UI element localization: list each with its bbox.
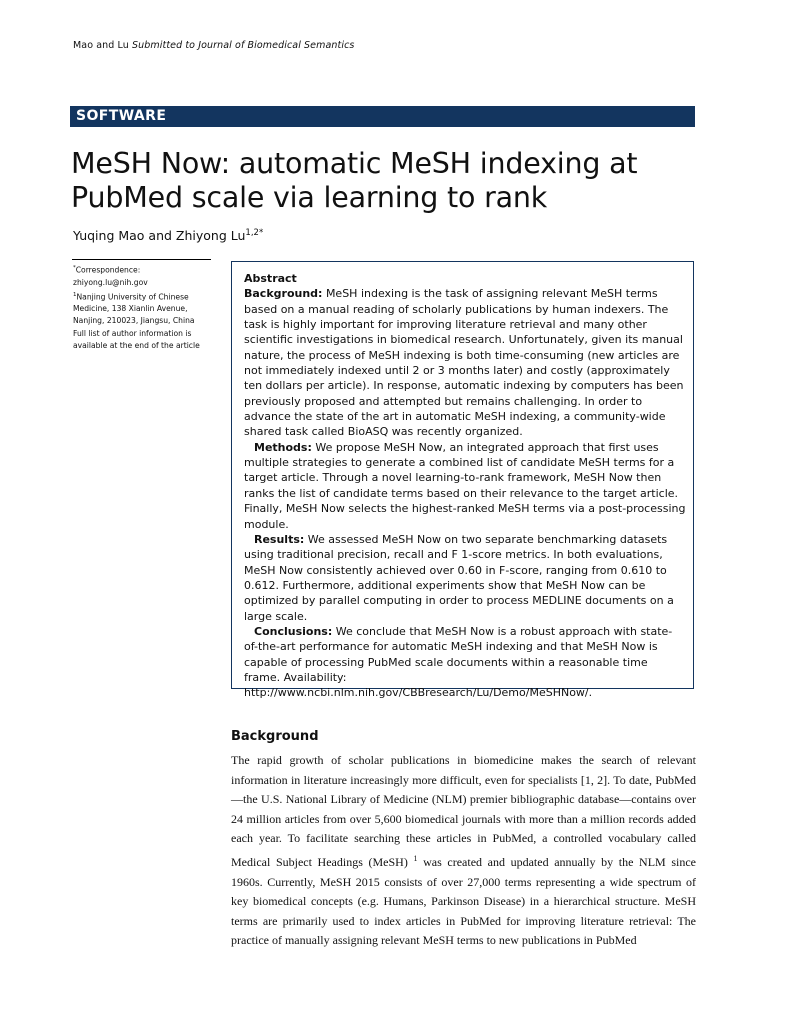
correspondence-email: zhiyong.lu@nih.gov	[73, 277, 148, 287]
section-heading-background: Background	[231, 729, 319, 744]
footnote-mark: 1	[413, 853, 418, 863]
section-band	[70, 106, 695, 127]
abstract-methods-label: Methods:	[254, 440, 312, 454]
running-head-authors: Mao and Lu	[73, 40, 129, 51]
running-head	[73, 40, 354, 51]
abstract-heading: Abstract	[244, 272, 297, 285]
author-names: Yuqing Mao and Zhiyong Lu	[73, 228, 246, 244]
affiliation-text: Nanjing University of Chinese Medicine, 138 Xianlin Avenue, Nanjing, 210023, Jiangsu, China	[73, 292, 195, 326]
body-text-part1: The rapid growth of scholar publications in biomedicine makes the search of relevant information in literature increasingly more difficult, even for specialists [1, 2]. To date, PubMed—the U.S. National Library of Medicine (NLM) premier bibliographic database—contains over 24 million articles from over 5,600 biomedical journals with more than a million records added each year. To facilitate searching these articles in PubMed, a controlled vocabulary called Medical Subject Headings (MeSH)	[231, 753, 696, 869]
body-paragraph	[231, 751, 696, 951]
abstract-background-text: MeSH indexing is the task of assigning relevant MeSH terms based on a manual reading of scholarly publications by human indexers. The task is highly important for improving literature retrieval and many other scientific investigations in biomedical research. Unfortunately, given its manual nature, the process of MeSH indexing is both time-consuming (new articles are not immediately indexed until 2 or 3 months later) and costly (approximately ten dollars per article). In response, automatic indexing by computers has been previously proposed and attempted but remains challenging. In order to advance the state of the art in automatic MeSH indexing, a community-wide shared task called BioASQ was recently organized.	[244, 287, 684, 439]
abstract-conclusions-text: We conclude that MeSH Now is a robust approach with state-of-the-art performance for automatic MeSH indexing and that MeSH Now is capable of processing PubMed scale documents within a reasonable time frame. Availability: http://www.ncbi.nlm.nih.gov/CBBresearch/Lu/Demo/MeSHNow/.	[244, 624, 673, 700]
sidenote	[73, 262, 218, 352]
affiliation-mark: 1	[73, 291, 77, 298]
abstract-background-label: Background:	[244, 287, 323, 301]
body-text-part2: was created and updated annually by the NLM since 1960s. Currently, MeSH 2015 consists of over 27,000 terms representing a wide spectrum of key biomedical concepts (e.g. Humans, Parkinson Disease) in a hierarchical structure. MeSH terms are primarily used to index articles in PubMed for improving literature retrieval: The practice of manually assigning relevant MeSH terms to new publications in PubMed	[231, 854, 696, 948]
paper-title: MeSH Now: automatic MeSH indexing at PubMed scale via learning to rank	[71, 147, 638, 214]
author-line	[73, 228, 263, 243]
abstract-results-label: Results:	[254, 532, 305, 546]
author-info-note: Full list of author information is available at the end of the article	[73, 328, 200, 350]
abstract-conclusions	[244, 624, 686, 701]
correspondence-mark: *	[73, 265, 76, 271]
abstract-conclusions-label: Conclusions:	[254, 624, 333, 638]
correspondence-line	[73, 262, 218, 277]
abstract-content	[244, 271, 686, 701]
abstract-results-text: We assessed MeSH Now on two separate benchmarking datasets using traditional precision, recall and F 1-score metrics. In both evaluations, MeSH Now consistently achieved over 0.60 in F-score, ranging from 0.610 to 0.612. Furthermore, additional experiments show that MeSH Now can be optimized by parallel computing in order to process MEDLINE documents on a large scale.	[244, 532, 674, 623]
author-affil-marks: 1,2*	[245, 228, 264, 238]
sidenote-rule	[72, 259, 211, 260]
affiliation	[73, 289, 218, 328]
running-head-journal: Submitted to Journal of Biomedical Semantics	[132, 40, 355, 51]
correspondence-label: Correspondence:	[75, 265, 141, 275]
section-label: SOFTWARE	[76, 108, 167, 124]
abstract-box	[231, 261, 694, 700]
abstract-results	[244, 532, 686, 624]
abstract-methods	[244, 440, 686, 532]
abstract-background	[244, 286, 686, 439]
abstract-methods-text: We propose MeSH Now, an integrated approach that first uses multiple strategies to generate a combined list of candidate MeSH terms for a target article. Through a novel learning-to-rank framework, MeSH Now then ranks the list of candidate terms based on their relevance to the target article. Finally, MeSH Now selects the highest-ranked MeSH terms via a post-processing module.	[244, 440, 686, 531]
